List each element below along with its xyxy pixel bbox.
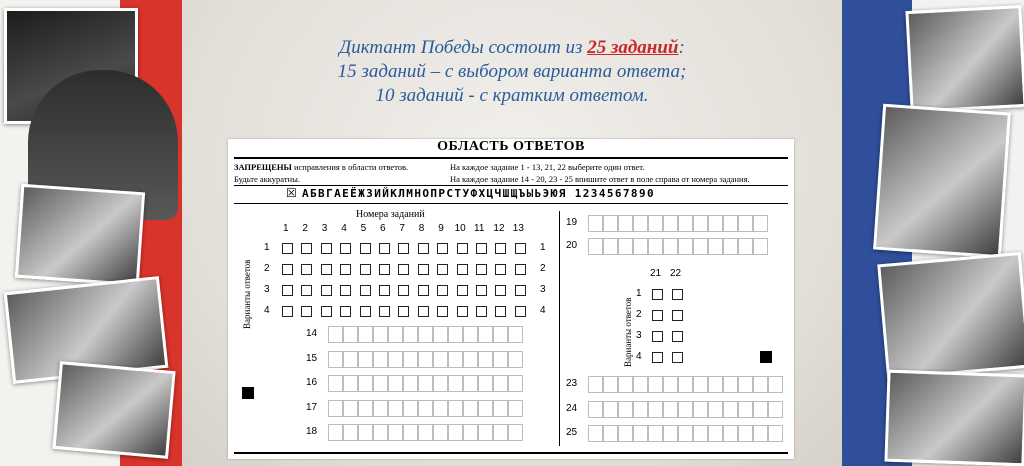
short-answer-cell[interactable] [448, 351, 463, 368]
answer-checkbox[interactable] [515, 285, 526, 296]
answer-checkbox[interactable] [398, 285, 409, 296]
short-answer-cell[interactable] [753, 376, 768, 393]
short-answer-cell[interactable] [388, 326, 403, 343]
variant-label-right: 1 [540, 242, 546, 253]
short-answer-cell[interactable] [403, 400, 418, 417]
short-answer-cell[interactable] [388, 400, 403, 417]
short-answer-cell[interactable] [678, 238, 693, 255]
answer-checkbox[interactable] [321, 264, 332, 275]
short-answer-cell[interactable] [448, 326, 463, 343]
answer-checkbox[interactable] [340, 306, 351, 317]
answer-checkbox[interactable] [340, 285, 351, 296]
variant-label-left: 3 [264, 284, 270, 295]
extra-answer-checkbox[interactable] [672, 331, 683, 342]
heading-line-1 [182, 36, 842, 60]
short-answer-cell[interactable] [373, 326, 388, 343]
extra-answer-checkbox[interactable] [652, 289, 663, 300]
short-answer-cell[interactable] [588, 376, 603, 393]
short-answer-cell[interactable] [603, 376, 618, 393]
heading-accent: 25 заданий [587, 37, 679, 58]
short-answer-cell[interactable] [738, 215, 753, 232]
extra-variant-label: 2 [636, 309, 642, 320]
answer-checkbox[interactable] [282, 264, 293, 275]
short-answer-cell[interactable] [508, 351, 523, 368]
short-answer-cell[interactable] [418, 375, 433, 392]
answer-checkbox[interactable] [379, 285, 390, 296]
charset-rule [234, 203, 788, 204]
short-answer-cell[interactable] [343, 326, 358, 343]
answer-sheet [228, 139, 794, 459]
photo-soldier-woman [52, 361, 175, 459]
photo-soldiers-flag [877, 252, 1024, 380]
short-answer-cell[interactable] [328, 400, 343, 417]
short-answer-cell[interactable] [418, 400, 433, 417]
forbidden-rest: исправления в области ответов. [291, 162, 409, 172]
extra-task-label: 22 [670, 268, 682, 279]
answer-checkbox[interactable] [515, 306, 526, 317]
short-answer-cell[interactable] [753, 401, 768, 418]
column-divider [559, 211, 560, 446]
answer-checkbox[interactable] [457, 243, 468, 254]
extra-answer-checkbox[interactable] [652, 310, 663, 321]
short-answer-cell[interactable] [358, 400, 373, 417]
short-answer-cell[interactable] [493, 326, 508, 343]
short-answer-cell[interactable] [633, 376, 648, 393]
task-number-label: 10 [454, 223, 466, 234]
answer-checkbox[interactable] [476, 285, 487, 296]
sheet-title: ОБЛАСТЬ ОТВЕТОВ [437, 139, 585, 154]
short-answer-cell[interactable] [753, 238, 768, 255]
short-answer-cell[interactable] [588, 401, 603, 418]
short-answer-cell[interactable] [588, 238, 603, 255]
answer-checkbox[interactable] [476, 264, 487, 275]
short-answer-cell[interactable] [403, 351, 418, 368]
extra-variant-label: 1 [636, 288, 642, 299]
short-answer-cell[interactable] [358, 424, 373, 441]
short-answer-cell[interactable] [618, 376, 633, 393]
answer-checkbox[interactable] [495, 243, 506, 254]
short-answer-cell[interactable] [723, 425, 738, 442]
short-answer-cell[interactable] [448, 400, 463, 417]
short-answer-cell[interactable] [433, 326, 448, 343]
answer-checkbox[interactable] [418, 264, 429, 275]
left-photo-panel [0, 0, 182, 466]
task-number-label: 5 [360, 223, 367, 234]
short-answer-cell[interactable] [493, 375, 508, 392]
instruction-2: На каждое задание 14 - 20, 23 - 25 впишите ответ в поле справа от номера задания. [450, 174, 750, 184]
variants-label-right: Варианты ответов [623, 297, 633, 367]
short-answer-label: 14 [306, 328, 318, 339]
heading-line-3: 10 заданий - с кратким ответом. [375, 85, 649, 106]
extra-variant-label: 4 [636, 351, 642, 362]
alignment-marker-right [760, 351, 772, 363]
short-answer-cell[interactable] [493, 400, 508, 417]
short-answer-cell[interactable] [463, 351, 478, 368]
heading-line-1-suffix: : [678, 37, 685, 58]
answer-checkbox[interactable] [515, 243, 526, 254]
answer-checkbox[interactable] [340, 243, 351, 254]
short-answer-cell[interactable] [508, 400, 523, 417]
short-answer-cell[interactable] [373, 351, 388, 368]
task-number-label: 8 [418, 223, 425, 234]
short-answer-cell[interactable] [508, 326, 523, 343]
task-number-label: 2 [302, 223, 308, 234]
short-answer-cell[interactable] [373, 424, 388, 441]
answer-checkbox[interactable] [437, 243, 448, 254]
answer-checkbox[interactable] [495, 264, 506, 275]
answer-checkbox[interactable] [321, 285, 332, 296]
short-answer-cell[interactable] [463, 375, 478, 392]
short-answer-cell[interactable] [738, 425, 753, 442]
photo-pilots [15, 184, 145, 286]
short-answer-cell[interactable] [373, 375, 388, 392]
short-answer-cell[interactable] [693, 238, 708, 255]
extra-variant-label: 3 [636, 330, 642, 341]
variant-label-right: 2 [540, 263, 546, 274]
tasks-header: Номера заданий [356, 209, 425, 220]
short-answer-cell[interactable] [678, 425, 693, 442]
short-answer-cell[interactable] [633, 425, 648, 442]
answer-checkbox[interactable] [515, 264, 526, 275]
short-answer-cell[interactable] [433, 375, 448, 392]
short-answer-cell[interactable] [633, 401, 648, 418]
short-answer-cell[interactable] [618, 215, 633, 232]
heading-line-1-prefix: Диктант Победы состоит из [339, 37, 588, 58]
short-answer-cell[interactable] [588, 425, 603, 442]
short-answer-label: 20 [566, 240, 578, 251]
short-answer-cell[interactable] [693, 215, 708, 232]
variant-label-right: 4 [540, 305, 546, 316]
short-answer-cell[interactable] [693, 376, 708, 393]
short-answer-cell[interactable] [663, 425, 678, 442]
answer-checkbox[interactable] [457, 285, 468, 296]
extra-answer-checkbox[interactable] [652, 331, 663, 342]
short-answer-cell[interactable] [343, 351, 358, 368]
short-answer-cell[interactable] [753, 425, 768, 442]
forbidden-note [234, 162, 408, 172]
short-answer-label: 15 [306, 352, 318, 364]
answer-checkbox[interactable] [379, 243, 390, 254]
short-answer-cell[interactable] [768, 425, 783, 442]
short-answer-cell[interactable] [738, 238, 753, 255]
task-number-label: 11 [474, 223, 485, 234]
answer-checkbox[interactable] [282, 243, 293, 254]
short-answer-cell[interactable] [463, 326, 478, 343]
short-answer-cell[interactable] [603, 238, 618, 255]
short-answer-cell[interactable] [723, 215, 738, 232]
short-answer-cell[interactable] [693, 425, 708, 442]
short-answer-cell[interactable] [358, 326, 373, 343]
answer-checkbox[interactable] [301, 243, 312, 254]
short-answer-cell[interactable] [478, 326, 493, 343]
photo-celebration [905, 5, 1024, 113]
short-answer-cell[interactable] [373, 400, 388, 417]
short-answer-cell[interactable] [618, 401, 633, 418]
answer-checkbox[interactable] [476, 306, 487, 317]
bottom-rule [234, 452, 788, 454]
short-answer-cell[interactable] [738, 376, 753, 393]
short-answer-cell[interactable] [678, 401, 693, 418]
task-number-label: 1 [283, 223, 289, 234]
short-answer-cell[interactable] [478, 351, 493, 368]
answer-checkbox[interactable] [379, 264, 390, 275]
short-answer-cell[interactable] [693, 401, 708, 418]
answer-checkbox[interactable] [321, 243, 332, 254]
short-answer-cell[interactable] [648, 215, 663, 232]
answer-checkbox[interactable] [282, 285, 293, 296]
short-answer-cell[interactable] [343, 424, 358, 441]
short-answer-cell[interactable] [403, 424, 418, 441]
short-answer-cell[interactable] [633, 215, 648, 232]
answer-checkbox[interactable] [301, 264, 312, 275]
careful-note: Будьте аккуратны. [234, 174, 300, 184]
answer-checkbox[interactable] [301, 306, 312, 317]
answer-checkbox[interactable] [418, 306, 429, 317]
short-answer-cell[interactable] [753, 215, 768, 232]
short-answer-cell[interactable] [328, 375, 343, 392]
short-answer-label: 17 [306, 401, 318, 413]
task-number-label: 3 [321, 223, 328, 234]
short-answer-label: 24 [566, 402, 578, 414]
answer-checkbox[interactable] [495, 306, 506, 317]
short-answer-cell[interactable] [678, 215, 693, 232]
answer-checkbox[interactable] [360, 306, 371, 317]
task-number-label: 13 [512, 223, 524, 234]
short-answer-cell[interactable] [723, 238, 738, 255]
short-answer-cell[interactable] [328, 351, 343, 368]
photo-victory-banner [884, 370, 1024, 466]
title-rule [234, 157, 788, 159]
short-answer-cell[interactable] [388, 424, 403, 441]
short-answer-cell[interactable] [433, 351, 448, 368]
answer-checkbox[interactable] [301, 285, 312, 296]
short-answer-cell[interactable] [708, 425, 723, 442]
extra-answer-checkbox[interactable] [672, 310, 683, 321]
short-answer-cell[interactable] [648, 425, 663, 442]
short-answer-cell[interactable] [648, 376, 663, 393]
short-answer-cell[interactable] [708, 401, 723, 418]
short-answer-cell[interactable] [493, 351, 508, 368]
short-answer-cell[interactable] [768, 376, 783, 393]
alignment-marker-left [242, 387, 254, 399]
task-number-label: 6 [380, 223, 386, 234]
short-answer-cell[interactable] [648, 238, 663, 255]
short-answer-cell[interactable] [403, 326, 418, 343]
short-answer-cell[interactable] [463, 400, 478, 417]
answer-checkbox[interactable] [360, 285, 371, 296]
short-answer-cell[interactable] [708, 238, 723, 255]
short-answer-cell[interactable] [738, 401, 753, 418]
answer-checkbox[interactable] [437, 285, 448, 296]
short-answer-label: 18 [306, 426, 318, 437]
task-number-label: 4 [341, 223, 347, 234]
charset-sample: АБВГАЕЁЖЗИЙКЛМНОПРСТУФХЦЧШЩЪЫЬЭЮЯ 1234567890 [302, 187, 655, 200]
answer-checkbox[interactable] [398, 264, 409, 275]
short-answer-cell[interactable] [663, 401, 678, 418]
variant-label-right: 3 [540, 284, 546, 295]
short-answer-cell[interactable] [328, 424, 343, 441]
answer-checkbox[interactable] [457, 306, 468, 317]
answer-checkbox[interactable] [360, 243, 371, 254]
short-answer-cell[interactable] [343, 400, 358, 417]
short-answer-label: 25 [566, 427, 578, 438]
short-answer-cell[interactable] [433, 424, 448, 441]
short-answer-cell[interactable] [603, 401, 618, 418]
short-answer-cell[interactable] [433, 400, 448, 417]
short-answer-cell[interactable] [663, 215, 678, 232]
heading [182, 36, 842, 108]
short-answer-cell[interactable] [478, 400, 493, 417]
short-answer-cell[interactable] [723, 401, 738, 418]
notes-rule [234, 185, 788, 186]
short-answer-cell[interactable] [708, 215, 723, 232]
short-answer-cell[interactable] [418, 424, 433, 441]
short-answer-cell[interactable] [618, 425, 633, 442]
short-answer-cell[interactable] [603, 425, 618, 442]
task-number-label: 7 [399, 223, 405, 234]
answer-checkbox[interactable] [379, 306, 390, 317]
short-answer-cell[interactable] [358, 375, 373, 392]
answer-checkbox[interactable] [495, 285, 506, 296]
variant-label-left: 2 [264, 263, 270, 274]
short-answer-cell[interactable] [508, 424, 523, 441]
short-answer-label: 19 [566, 217, 578, 228]
short-answer-cell[interactable] [388, 351, 403, 368]
variant-label-left: 1 [264, 242, 270, 253]
short-answer-cell[interactable] [343, 375, 358, 392]
answer-checkbox[interactable] [437, 306, 448, 317]
forbidden-bold: ЗАПРЕЩЕНЫ [234, 162, 292, 172]
short-answer-cell[interactable] [708, 376, 723, 393]
short-answer-cell[interactable] [603, 215, 618, 232]
short-answer-cell[interactable] [418, 326, 433, 343]
instruction-1: На каждое задание 1 - 13, 21, 22 выберите один ответ. [450, 162, 645, 172]
short-answer-cell[interactable] [618, 238, 633, 255]
answer-checkbox[interactable] [282, 306, 293, 317]
short-answer-label: 16 [306, 377, 318, 388]
short-answer-cell[interactable] [588, 215, 603, 232]
short-answer-cell[interactable] [328, 326, 343, 343]
short-answer-cell[interactable] [358, 351, 373, 368]
short-answer-cell[interactable] [478, 375, 493, 392]
short-answer-cell[interactable] [663, 376, 678, 393]
extra-task-label: 21 [650, 268, 662, 279]
short-answer-cell[interactable] [678, 376, 693, 393]
task-number-label: 12 [493, 223, 505, 234]
short-answer-cell[interactable] [463, 424, 478, 441]
short-answer-cell[interactable] [663, 238, 678, 255]
variant-label-left: 4 [264, 305, 270, 316]
answer-checkbox[interactable] [340, 264, 351, 275]
short-answer-cell[interactable] [478, 424, 493, 441]
answer-checkbox[interactable] [437, 264, 448, 275]
short-answer-cell[interactable] [508, 375, 523, 392]
answer-checkbox[interactable] [457, 264, 468, 275]
task-number-label: 9 [438, 223, 444, 234]
answer-checkbox[interactable] [418, 243, 429, 254]
answer-checkbox[interactable] [418, 285, 429, 296]
answer-checkbox[interactable] [360, 264, 371, 275]
short-answer-cell[interactable] [633, 238, 648, 255]
extra-answer-checkbox[interactable] [652, 352, 663, 363]
short-answer-cell[interactable] [448, 424, 463, 441]
answer-checkbox[interactable] [398, 243, 409, 254]
short-answer-cell[interactable] [388, 375, 403, 392]
short-answer-cell[interactable] [493, 424, 508, 441]
sample-cross-icon: ☒ [286, 186, 297, 200]
answer-checkbox[interactable] [476, 243, 487, 254]
extra-answer-checkbox[interactable] [672, 289, 683, 300]
short-answer-cell[interactable] [648, 401, 663, 418]
short-answer-cell[interactable] [448, 375, 463, 392]
answer-checkbox[interactable] [321, 306, 332, 317]
extra-answer-checkbox[interactable] [672, 352, 683, 363]
short-answer-cell[interactable] [403, 375, 418, 392]
heading-line-2: 15 заданий – с выбором варианта ответа; [337, 61, 687, 82]
short-answer-label: 23 [566, 378, 578, 389]
short-answer-cell[interactable] [723, 376, 738, 393]
short-answer-cell[interactable] [418, 351, 433, 368]
variants-label-left: Варианты ответов [242, 259, 252, 329]
answer-checkbox[interactable] [398, 306, 409, 317]
photo-smiling-soldier [873, 104, 1011, 259]
short-answer-cell[interactable] [768, 401, 783, 418]
right-photo-panel [842, 0, 1024, 466]
